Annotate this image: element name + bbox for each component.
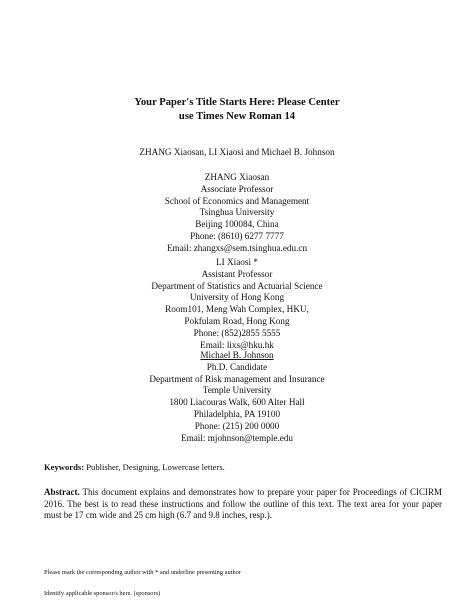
author-institution: Tsinghua University (199, 207, 275, 218)
abstract-label: Abstract. (44, 487, 80, 497)
affiliation-zhang (0, 172, 474, 255)
presenting-author-name: Michael B. Johnson (200, 350, 274, 360)
author-address: 1800 Liacouras Walk, 600 Alter Hall (169, 397, 305, 408)
author-email: Email: zhangxs@sem.tsinghua.edu.cn (166, 242, 308, 253)
author-address: Philadelphia, PA 19100 (193, 408, 281, 419)
author-phone: Phone: (8610) 6277 7777 (190, 230, 284, 241)
author-address: Room101, Meng Wah Complex, HKU, (165, 304, 309, 315)
author-department: School of Economics and Management (164, 195, 310, 206)
author-department: Department of Risk management and Insurance (149, 373, 325, 384)
author-address: Beijing 100084, China (195, 219, 279, 230)
author-phone: Phone: (852)2855 5555 (193, 327, 281, 338)
keywords-label: Keywords: (44, 462, 85, 472)
author-position: Ph.D. Candidate (206, 361, 268, 372)
abstract-section (44, 487, 442, 522)
author-department: Department of Statistics and Actuarial Science (151, 280, 323, 291)
keywords-section (44, 462, 444, 473)
author-phone: Phone: (215) 200 0000 (194, 420, 280, 431)
author-email: Email: lixs@hku.hk (200, 339, 274, 350)
abstract-text: This document explains and demonstrates how to prepare your paper for Proceedings of CICIRM 2016. The best is to read these instructions and follow the outline of this text. The text area for your paper must be 17 cm wide and 25 cm high (6.7 and 9.8 inches, resp.). (44, 487, 442, 521)
author-name: ZHANG Xiaosan (204, 172, 270, 182)
footnote-corresponding-author: Please mark the corresponding author with * and underline presenting author (44, 569, 241, 576)
paper-title (0, 96, 474, 124)
title-line-2: use Times New Roman 14 (178, 111, 296, 122)
affiliation-li (0, 257, 474, 351)
author-list: ZHANG Xiaosan, LI Xiaosi and Michael B. Johnson (139, 147, 335, 157)
title-line-1: Your Paper's Title Starts Here: Please Center (134, 97, 340, 108)
affiliation-johnson (0, 350, 474, 444)
author-position: Assistant Professor (201, 268, 273, 279)
author-address: Pokfulam Road, Hong Kong (184, 315, 290, 326)
author-institution: University of Hong Kong (189, 292, 285, 303)
author-email: Email: mjohnson@temple.edu (180, 432, 294, 443)
author-name: LI Xiaosi * (216, 257, 258, 267)
author-institution: Temple University (202, 385, 272, 396)
footnote-sponsors: Identify applicable sponsor/s here. (sponsors) (44, 590, 161, 597)
keywords-text: Publisher, Designing, Lowercase letters. (86, 462, 225, 472)
author-position: Associate Professor (200, 183, 274, 194)
